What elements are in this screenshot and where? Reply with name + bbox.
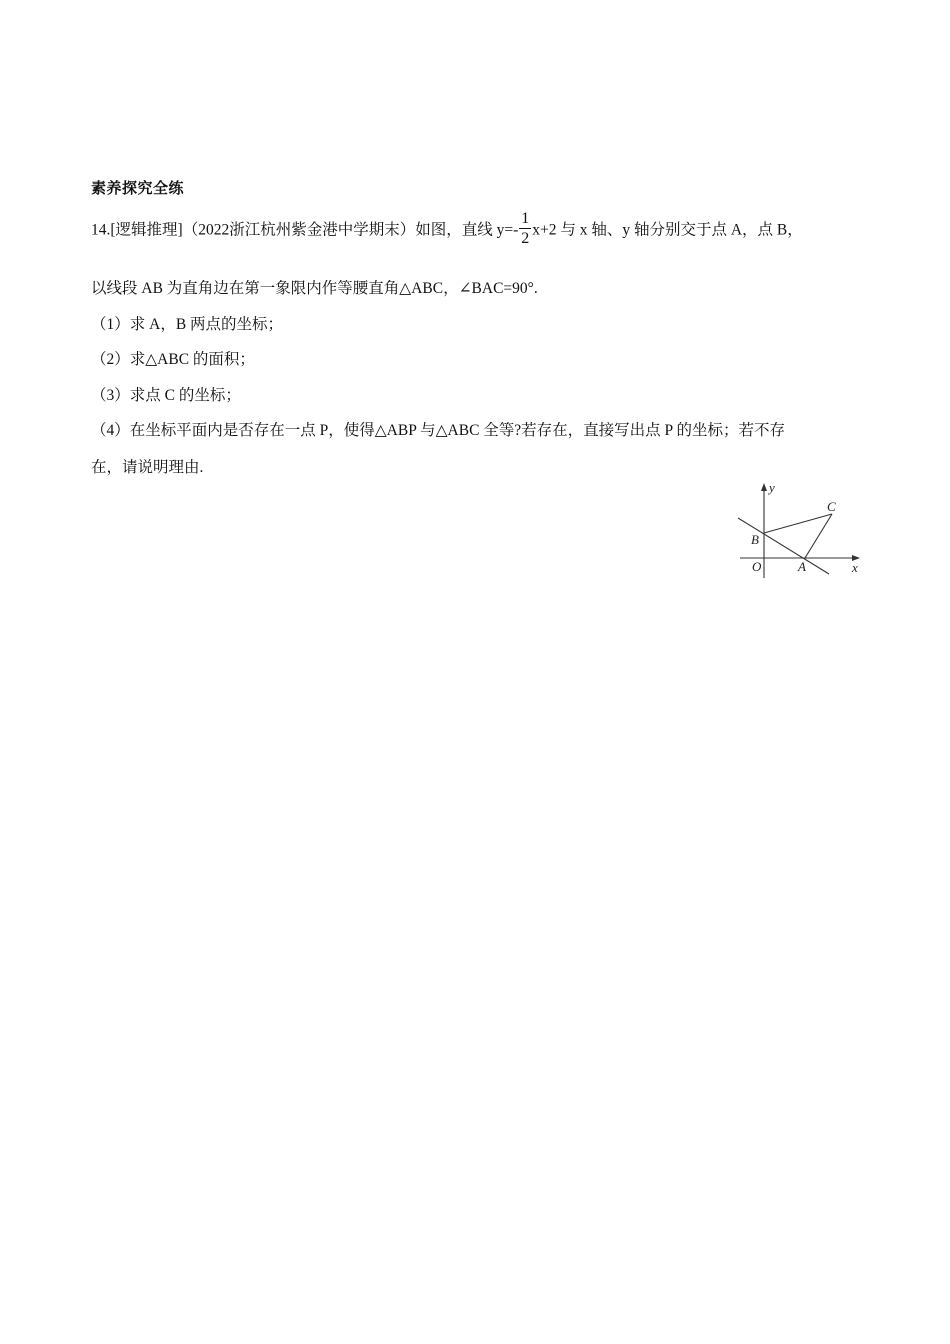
label-c: C <box>827 499 836 514</box>
question-3: （3）求点 C 的坐标； <box>91 387 241 404</box>
problem-text-before-fraction: 14.[逻辑推理]（2022浙江杭州紫金港中学期末）如图，直线 y=- <box>91 221 519 239</box>
section-title: 素养探究全练 <box>91 179 185 197</box>
fraction-denominator: 2 <box>521 230 530 247</box>
fraction-numerator: 1 <box>521 210 530 227</box>
problem-line-2: 以线段 AB 为直角边在第一象限内作等腰直角△ABC，∠BAC=90°. <box>91 280 538 297</box>
problem-text-after-fraction: x+2 与 x 轴、y 轴分别交于点 A，点 B， <box>532 221 803 239</box>
question-4-line-2: 在，请说明理由. <box>91 459 204 476</box>
question-1: （1）求 A，B 两点的坐标； <box>91 316 284 333</box>
fraction <box>519 211 531 247</box>
coordinate-figure <box>728 478 868 582</box>
label-a: A <box>798 559 806 574</box>
label-x: x <box>852 560 858 575</box>
label-b: B <box>751 532 759 547</box>
label-origin: O <box>752 559 762 574</box>
problem-line-1 <box>91 210 803 249</box>
question-2: （2）求△ABC 的面积； <box>91 351 255 368</box>
question-4-line-1: （4）在坐标平面内是否存在一点 P，使得△ABP 与△ABC 全等?若存在，直接写出点 P 的坐标；若不存 <box>91 422 785 439</box>
label-y: y <box>769 480 775 495</box>
y-axis-arrow-icon <box>761 483 767 491</box>
